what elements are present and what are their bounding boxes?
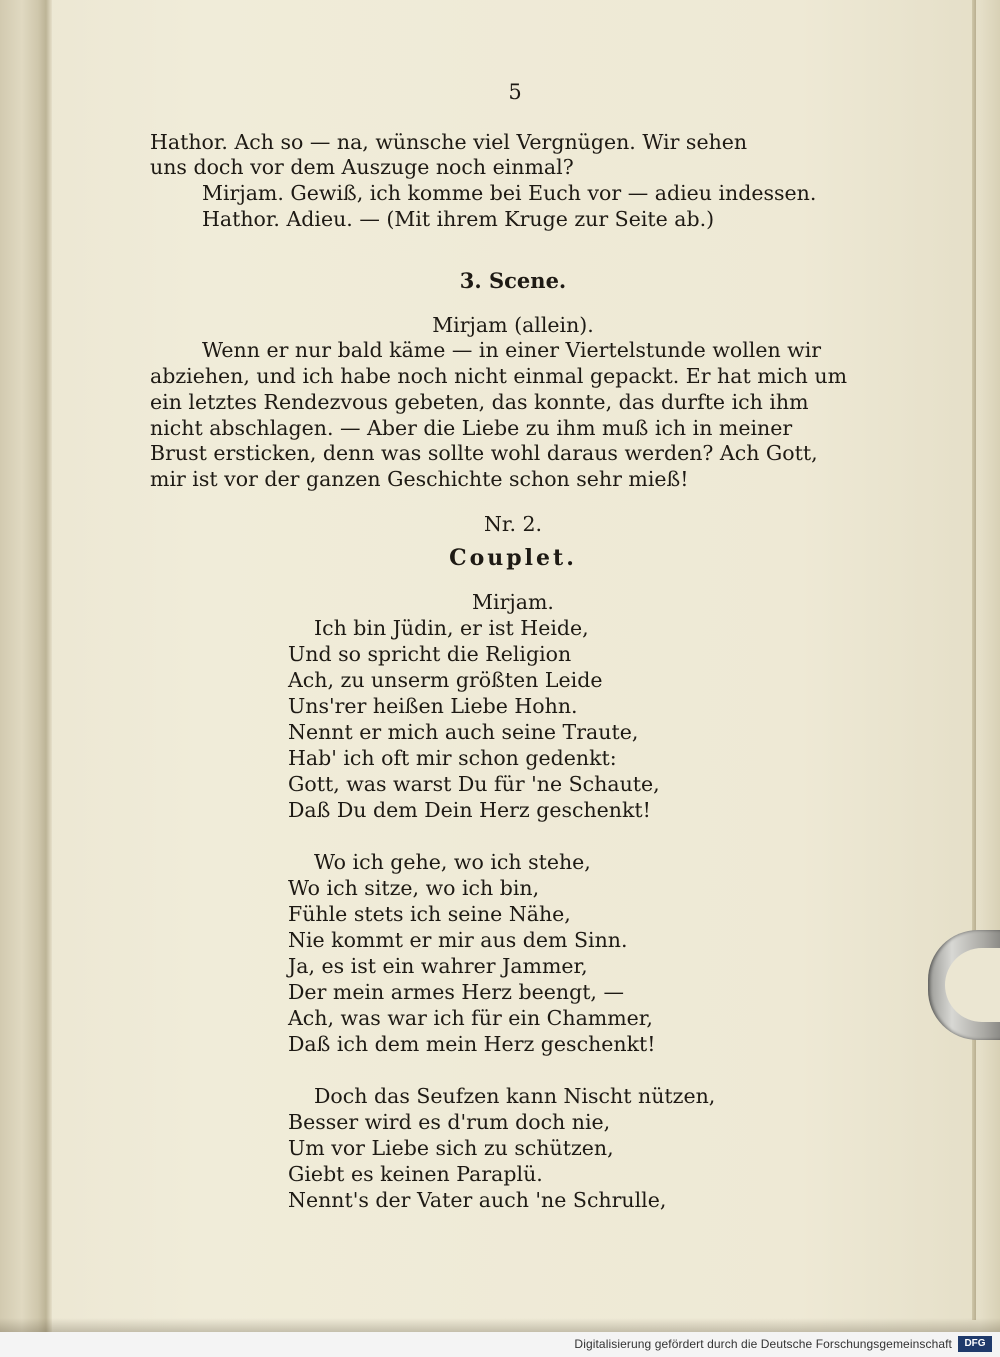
verse-line: Daß Du dem Dein Herz geschenkt! (288, 798, 651, 822)
verse-line: Der mein armes Herz beengt, — (288, 980, 624, 1004)
verse-line: Besser wird es d'rum doch nie, (288, 1110, 611, 1134)
dfg-logo-icon: DFG (958, 1336, 992, 1352)
monologue-line: nicht abschlagen. — Aber die Liebe zu ihm muß ich in meiner (150, 416, 793, 440)
dialogue-line: Hathor. Adieu. — (Mit ihrem Kruge zur Seite ab.) (202, 207, 715, 231)
scene-heading: 3. Scene. (459, 268, 567, 293)
book-spine (0, 0, 52, 1357)
dialogue-line: Mirjam. Gewiß, ich komme bei Euch vor — adieu indessen. (202, 181, 817, 205)
number-label: Nr. 2. (483, 512, 543, 536)
verse-line: Doch das Seufzen kann Nischt nützen, (314, 1084, 716, 1108)
verse-line: Wo ich gehe, wo ich stehe, (314, 850, 591, 874)
verse-line: Um vor Liebe sich zu schützen, (288, 1136, 614, 1160)
verse-line: Daß ich dem mein Herz geschenkt! (288, 1032, 656, 1056)
couplet-heading: Couplet. (449, 545, 577, 571)
dialogue-line: Hathor. Ach so — na, wünsche viel Vergnügen. Wir sehen (150, 130, 748, 154)
verse-line: Ach, zu unserm größten Leide (288, 668, 603, 692)
monologue-line: Brust ersticken, denn was sollte wohl daraus werden? Ach Gott, (150, 441, 818, 465)
verse-line: Nie kommt er mir aus dem Sinn. (288, 928, 628, 952)
monologue-line: ein letztes Rendezvous gebeten, das konnte, das durfte ich ihm (150, 390, 809, 414)
monologue-line: mir ist vor der ganzen Geschichte schon sehr mieß! (150, 467, 689, 491)
verse-line: Ich bin Jüdin, er ist Heide, (314, 616, 589, 640)
verse-line: Nennt er mich auch seine Traute, (288, 720, 639, 744)
couplet-speaker: Mirjam. (472, 590, 554, 614)
scene-speaker: Mirjam (allein). (432, 313, 594, 337)
verse-line: Gott, was warst Du für 'ne Schaute, (288, 772, 660, 796)
monologue-line: abziehen, und ich habe noch nicht einmal gepackt. Er hat mich um (150, 364, 848, 388)
monologue-line: Wenn er nur bald käme — in einer Viertelstunde wollen wir (202, 338, 822, 362)
verse-line: Ja, es ist ein wahrer Jammer, (288, 954, 588, 978)
verse-line: Fühle stets ich seine Nähe, (288, 902, 571, 926)
page-bottom-shadow (0, 1318, 1000, 1332)
verse-line: Hab' ich oft mir schon gedenkt: (288, 746, 617, 770)
page-number: 5 (508, 80, 522, 104)
verse-line: Wo ich sitze, wo ich bin, (288, 876, 540, 900)
dialogue-line: uns doch vor dem Auszuge noch einmal? (150, 155, 574, 179)
verse-line: Und so spricht die Religion (288, 642, 572, 666)
verse-line: Ach, was war ich für ein Chammer, (288, 1006, 653, 1030)
verse-line: Uns'rer heißen Liebe Hohn. (288, 694, 578, 718)
verse-line: Giebt es keinen Paraplü. (288, 1162, 543, 1186)
page-edge (972, 0, 976, 1320)
verse-line: Nennt's der Vater auch 'ne Schrulle, (288, 1188, 667, 1212)
footer-credit: Digitalisierung gefördert durch die Deutsche Forschungsgemeinschaft (574, 1337, 952, 1351)
